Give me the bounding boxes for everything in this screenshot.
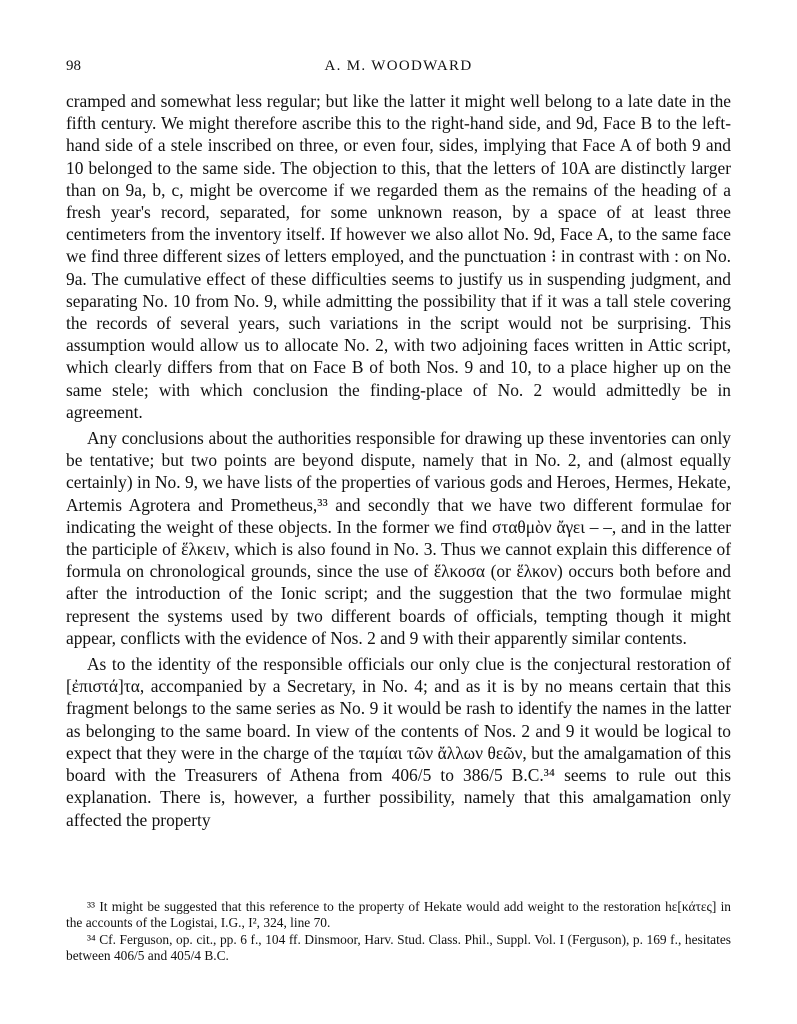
paragraph-2: Any conclusions about the authorities responsible for drawing up these inventories can only be tentative; but two points are beyond dispute, namely that in No. 2, and (almost equally certainly) in No. 9, we have lists of the properties of various gods and Heroes, Hermes, Hekate, Artemis Agrotera and Prometheus,³³ and secondly that we have two different formulae for indicating the weight of these objects. In the former we find σταθμὸν ἄγει – –, and in the latter the participle of ἕλκειν, which is also found in No. 3. Thus we cannot explain this difference of formula on chronological grounds, since the use of ἕλκοσα (or ἕλκον) occurs both before and after the introduction of the Ionic script; and the suggestion that the two formulae might represent the systems used by two different boards of officials, tempting though it might appear, conflicts with the evidence of Nos. 2 and 9 with their apparently similar contents. — [66, 428, 731, 648]
running-head: A. M. WOODWARD — [324, 58, 473, 74]
footnote-34: ³⁴ Cf. Ferguson, op. cit., pp. 6 f., 104 ff. Dinsmoor, Harv. Stud. Class. Phil., Suppl. Vol. I (Ferguson), p. 169 f., hesitates between 406/5 and 405/4 B.C. — [66, 931, 731, 963]
footnote-33: ³³ It might be suggested that this reference to the property of Hekate would add weight to the restoration hε[κάτες] in the accounts of the Logistai, I.G., I², 324, line 70. — [66, 899, 731, 931]
paragraph-3: As to the identity of the responsible officials our only clue is the conjectural restoration of [ἐπιστά]τα, accompanied by a Secretary, in No. 4; and as it is by no means certain that this fragment belongs to the same series as No. 9 it would be rash to identify the names in the latter as belonging to the same board. In view of the contents of Nos. 2 and 9 it would be logical to expect that they were in the charge of the ταμίαι τῶν ἄλλων θεῶν, but the amalgamation of this board with the Treasurers of Athena from 406/5 to 386/5 B.C.³⁴ seems to rule out this explanation. There is, however, a further possibility, namely that this amalgamation only affected the property — [66, 654, 731, 830]
footnotes — [66, 899, 731, 964]
paragraph-1: cramped and somewhat less regular; but like the latter it might well belong to a late date in the fifth century. We might therefore ascribe this to the right-hand side, and 9d, Face B to the left-hand side of a stele inscribed on three, or even four, sides, implying that Face A of both 9 and 10 belonged to the same side. The objection to this, that the letters of 10A are distinctly larger than on 9a, b, c, might be overcome if we regarded them as the remains of the heading of a fresh year's record, separated, for some unknown reason, by a space of at least three centimeters from the inventory itself. If however we also allot No. 9d, Face A, to the same face we find three different sizes of letters employed, and the punctuation ⁝ in contrast with : on No. 9a. The cumulative effect of these difficulties seems to justify us in suspending judgment, and separating No. 10 from No. 9, while admitting the possibility that if it was a tall stele covering the records of several years, such variations in the script would not be surprising. This assumption would allow us to allocate No. 2, with two adjoining faces written in Attic script, which clearly differs from that on Face B of both Nos. 9 and 10, to a place higher up on the same stele; with which conclusion the finding-place of No. 2 would admittedly be in agreement. — [66, 91, 731, 422]
body-text — [66, 90, 731, 831]
page-header — [66, 58, 731, 82]
page-number: 98 — [66, 58, 81, 74]
